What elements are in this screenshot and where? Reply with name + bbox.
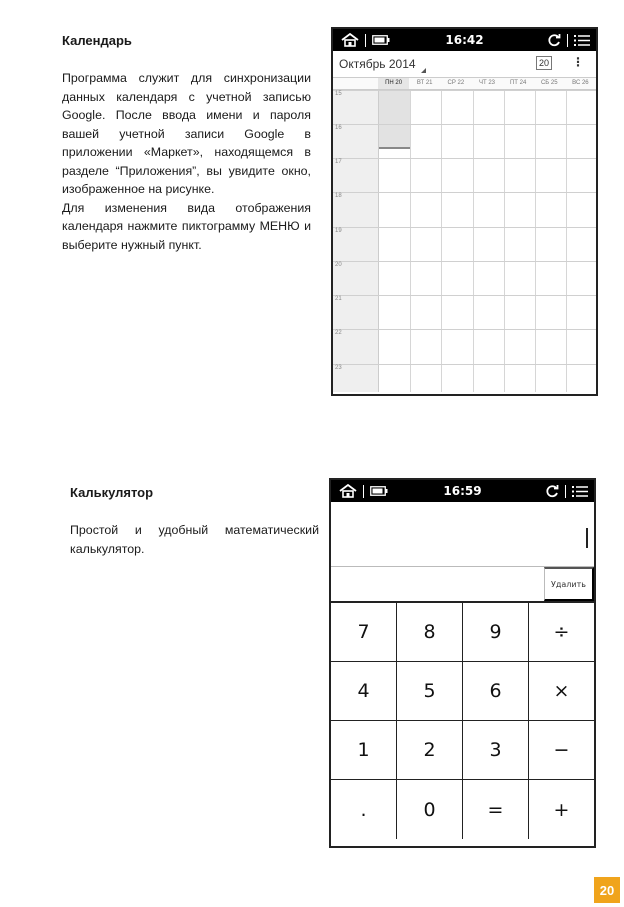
status-separator bbox=[365, 34, 366, 47]
key-8[interactable]: 8 bbox=[397, 603, 463, 662]
calculator-description bbox=[70, 521, 319, 558]
key-minus[interactable]: − bbox=[529, 721, 594, 780]
day-header[interactable]: ПН 20 bbox=[378, 78, 409, 89]
overflow-menu-icon[interactable]: ⋮ bbox=[572, 55, 584, 69]
hour-label: 19 bbox=[335, 228, 342, 234]
hour-row bbox=[333, 158, 596, 165]
status-separator bbox=[363, 485, 364, 498]
day-header[interactable]: СБ 25 bbox=[540, 80, 558, 86]
day-header[interactable]: ПТ 24 bbox=[509, 80, 527, 86]
calendar-screen bbox=[331, 27, 598, 396]
page-number: 20 bbox=[594, 877, 620, 903]
status-time: 16:59 bbox=[443, 484, 482, 498]
home-icon[interactable] bbox=[339, 484, 357, 498]
hour-label: 17 bbox=[335, 159, 342, 165]
day-header[interactable]: ВС 26 bbox=[572, 80, 589, 86]
hour-label: 20 bbox=[335, 262, 342, 268]
dropdown-corner-icon bbox=[421, 68, 426, 73]
menu-list-icon[interactable] bbox=[574, 34, 590, 47]
hour-row bbox=[333, 295, 596, 302]
battery-icon bbox=[370, 486, 388, 496]
key-5[interactable]: 5 bbox=[397, 662, 463, 721]
status-bar bbox=[333, 29, 596, 51]
hour-label: 22 bbox=[335, 330, 342, 336]
hour-row bbox=[333, 364, 596, 371]
status-separator bbox=[565, 485, 566, 498]
calendar-paragraph-1: Программа служит для синхронизации данных календаря с учетной записью Google. После ввода имени и пароля вашей учетной записи Google в приложении «Маркет», находящемся в разделе “Приложения”, вы увидите окно, изображенное на рисунке. bbox=[62, 71, 311, 196]
calculator-title: Калькулятор bbox=[70, 485, 154, 500]
day-header[interactable]: СР 22 bbox=[447, 80, 465, 86]
status-separator bbox=[567, 34, 568, 47]
calendar-description bbox=[62, 69, 311, 254]
key-4[interactable]: 4 bbox=[331, 662, 397, 721]
key-equals[interactable]: = bbox=[463, 780, 529, 839]
hour-label: 18 bbox=[335, 193, 342, 199]
key-multiply[interactable]: × bbox=[529, 662, 594, 721]
calculator-display[interactable] bbox=[331, 502, 594, 567]
today-column-highlight bbox=[379, 90, 410, 148]
week-grid[interactable] bbox=[333, 90, 596, 392]
key-9[interactable]: 9 bbox=[463, 603, 529, 662]
day-divider bbox=[535, 90, 536, 392]
hour-label: 23 bbox=[335, 365, 342, 371]
current-time-indicator bbox=[379, 147, 410, 149]
calendar-paragraph-2: Для изменения вида отображения календаря нажмите пиктограмму МЕНЮ и выберите нужный пункт. bbox=[62, 200, 311, 252]
hour-label: 15 bbox=[335, 91, 342, 97]
hour-label: 16 bbox=[335, 125, 342, 131]
key-3[interactable]: 3 bbox=[463, 721, 529, 780]
hour-row bbox=[333, 329, 596, 336]
calendar-header bbox=[333, 51, 596, 78]
sync-icon[interactable] bbox=[545, 484, 559, 498]
calculator-paragraph: Простой и удобный математический калькулятор. bbox=[70, 523, 319, 556]
home-icon[interactable] bbox=[341, 33, 359, 47]
delete-button[interactable]: Удалить bbox=[544, 567, 594, 601]
day-header-row bbox=[333, 78, 596, 90]
day-divider bbox=[441, 90, 442, 392]
keypad bbox=[331, 603, 594, 839]
menu-list-icon[interactable] bbox=[572, 485, 588, 498]
day-header[interactable]: ЧТ 23 bbox=[478, 80, 495, 86]
key-7[interactable]: 7 bbox=[331, 603, 397, 662]
status-bar bbox=[331, 480, 594, 502]
hour-row bbox=[333, 124, 596, 131]
today-button[interactable]: 20 bbox=[536, 56, 552, 70]
status-time: 16:42 bbox=[445, 33, 484, 47]
day-divider bbox=[504, 90, 505, 392]
key-0[interactable]: 0 bbox=[397, 780, 463, 839]
hour-gutter bbox=[333, 90, 379, 392]
key-6[interactable]: 6 bbox=[463, 662, 529, 721]
key-plus[interactable]: + bbox=[529, 780, 594, 839]
result-row bbox=[331, 567, 594, 603]
battery-icon bbox=[372, 35, 390, 45]
hour-row bbox=[333, 227, 596, 234]
key-divide[interactable]: ÷ bbox=[529, 603, 594, 662]
key-2[interactable]: 2 bbox=[397, 721, 463, 780]
hour-row bbox=[333, 90, 596, 97]
text-cursor bbox=[586, 528, 588, 548]
sync-icon[interactable] bbox=[547, 33, 561, 47]
hour-row bbox=[333, 192, 596, 199]
hour-row bbox=[333, 261, 596, 268]
day-divider bbox=[473, 90, 474, 392]
calculator-screen bbox=[329, 478, 596, 848]
day-divider bbox=[566, 90, 567, 392]
month-selector[interactable]: Октябрь 2014 bbox=[339, 57, 416, 71]
hour-label: 21 bbox=[335, 296, 342, 302]
calendar-title: Календарь bbox=[62, 33, 132, 48]
key-decimal[interactable]: . bbox=[331, 780, 397, 839]
day-divider bbox=[410, 90, 411, 392]
key-1[interactable]: 1 bbox=[331, 721, 397, 780]
day-header[interactable]: ВТ 21 bbox=[416, 80, 433, 86]
